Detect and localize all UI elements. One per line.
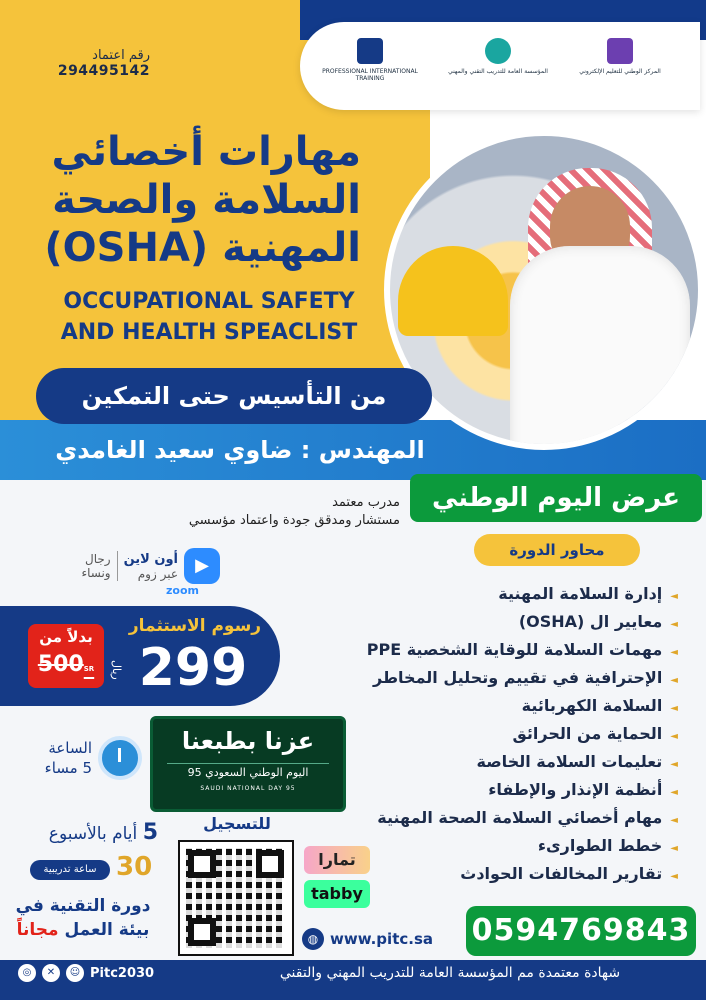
national-day-logo — [150, 716, 346, 812]
safety-helmet-icon — [398, 246, 508, 336]
pit-logo-icon — [357, 38, 383, 64]
trainer-line-1: مدرب معتمد — [332, 495, 400, 510]
arabic-title-line-2: السلامة والصحة — [52, 177, 361, 223]
pit-logo-text: PROFESSIONAL INTERNATIONAL TRAINING — [322, 68, 418, 83]
online-info — [40, 548, 220, 584]
arrow-icon: ◄ — [670, 731, 678, 742]
online-mode — [124, 552, 178, 581]
tvtc-logo-text: المؤسسة العامة للتدريب التقني والمهني — [448, 68, 548, 75]
audience-2: ونساء — [81, 566, 111, 580]
qr-eye-icon — [188, 918, 216, 946]
arrow-icon: ◄ — [670, 759, 678, 770]
hours-label: ساعة تدريبية — [30, 860, 110, 880]
english-title — [44, 286, 374, 348]
list-item — [290, 664, 678, 692]
arrow-icon: ◄ — [670, 815, 678, 826]
arrow-icon: ◄ — [670, 703, 678, 714]
days-number: 5 — [142, 820, 158, 845]
phone-number[interactable]: 0594769843 — [466, 906, 696, 956]
old-price-value: 500 — [37, 652, 84, 677]
topic-text: الحماية من الحرائق — [512, 724, 663, 743]
online-mode-2: عبر زوم — [137, 566, 178, 581]
price-currency: ريال — [110, 660, 123, 680]
time-value: 5 مساء — [44, 759, 92, 777]
hours-number: 30 — [116, 852, 153, 882]
divider — [117, 551, 118, 581]
qr-eye-icon — [256, 850, 284, 878]
topic-text: مهام أخصائي السلامة الصحة المهنية — [377, 808, 663, 827]
trainer-credentials — [110, 494, 400, 530]
arabic-title-line-3: المهنية (OSHA) — [44, 225, 361, 271]
list-item — [290, 580, 678, 608]
thobe-graphic — [510, 246, 690, 450]
topic-text: إدارة السلامة المهنية — [498, 584, 663, 603]
price-label: رسوم الاستثمار — [128, 616, 262, 636]
instagram-icon[interactable]: ◎ — [18, 964, 36, 982]
national-day-offer: عرض اليوم الوطني — [410, 474, 702, 522]
arrow-icon: ◄ — [670, 647, 678, 658]
trainer-line-2: مستشار ومدقق جودة واعتماد مؤسسي — [188, 513, 400, 528]
topic-text: السلامة الكهربائية — [521, 696, 663, 715]
days-text — [8, 820, 158, 845]
social-handle: Pitc2030 — [90, 965, 155, 981]
clock-icon — [98, 736, 142, 780]
free-line-2a: بيئة العمل — [64, 920, 150, 940]
english-title-line-1: OCCUPATIONAL SAFETY — [63, 289, 355, 314]
x-icon[interactable]: ✕ — [42, 964, 60, 982]
audience — [81, 552, 110, 580]
nelc-logo — [570, 38, 670, 75]
list-item — [290, 692, 678, 720]
old-price — [28, 650, 104, 684]
free-course — [8, 894, 158, 942]
tvtc-logo-icon — [485, 38, 511, 64]
globe-icon: ◍ — [302, 928, 324, 950]
days-info — [8, 820, 158, 845]
register-label: للتسجيل — [203, 814, 271, 833]
topic-text: تعليمات السلامة الخاصة — [476, 752, 663, 771]
qr-eye-icon — [188, 850, 216, 878]
arrow-icon: ◄ — [670, 787, 678, 798]
list-item — [290, 608, 678, 636]
arabic-title — [21, 128, 361, 272]
arabic-title-line-1: مهارات أخصائي — [51, 129, 361, 175]
free-line-1: دورة التقنية في — [15, 896, 151, 916]
nelc-logo-text: المركز الوطني للتعليم الإلكتروني — [579, 68, 661, 75]
topic-text: أنظمة الإنذار والإطفاء — [488, 780, 663, 799]
online-mode-1: أون لاين — [123, 551, 178, 567]
arrow-icon: ◄ — [670, 843, 678, 854]
topic-text: معايير ال (OSHA) — [518, 612, 663, 631]
list-item — [290, 776, 678, 804]
tagline: من التأسيس حتى التمكين — [36, 368, 432, 424]
free-highlight: مجاناً — [16, 920, 59, 940]
english-title-line-2: AND HEALTH SPEACLIST — [60, 320, 358, 345]
tvtc-logo — [448, 38, 548, 75]
audience-1: رجال — [84, 552, 111, 566]
time-label: الساعة — [48, 739, 92, 757]
list-item — [290, 804, 678, 832]
price-value: 299 — [138, 638, 248, 698]
nelc-logo-icon — [607, 38, 633, 64]
footer-text: شهادة معتمدة مم المؤسسة العامة للتدريب المهني والتقني — [279, 965, 621, 981]
arrow-icon: ◄ — [670, 871, 678, 882]
arrow-icon: ◄ — [670, 591, 678, 602]
course-axes-label: محاور الدورة — [474, 534, 640, 566]
topics-list — [290, 580, 678, 888]
accreditation-number: 294495142 — [57, 63, 150, 79]
engineer-name: المهندس : ضاوي سعيد الغامدي — [55, 436, 425, 464]
old-price-currency: SR — [83, 665, 95, 673]
arrow-icon: ◄ — [670, 675, 678, 686]
topic-text: مهمات السلامة للوقاية الشخصية PPE — [366, 640, 663, 659]
trainer-photo — [384, 130, 704, 450]
topic-text: خطط الطوارىء — [537, 836, 663, 855]
list-item — [290, 748, 678, 776]
tamara-badge: تمارا — [304, 846, 370, 874]
tabby-badge: tabby — [304, 880, 370, 908]
national-day-english: SAUDI NATIONAL DAY 95 — [200, 785, 296, 792]
website[interactable] — [302, 928, 433, 950]
old-price-badge — [28, 624, 104, 688]
zoom-icon: ▶ — [184, 548, 220, 584]
instead-label: بدلاً من — [39, 628, 93, 646]
topic-text: الإحترافية في تقييم وتحليل المخاطر — [373, 668, 663, 687]
days-label: أيام بالأسبوع — [48, 824, 138, 844]
accreditation-label: رقم اعتماد — [92, 48, 150, 63]
national-day-arabic: اليوم الوطني السعودي 95 — [167, 763, 329, 782]
zoom-label: zoom — [166, 584, 199, 597]
time-info — [6, 738, 92, 778]
pit-logo — [320, 38, 420, 82]
website-url: www.pitc.sa — [330, 930, 434, 948]
list-item — [290, 636, 678, 664]
social-links — [18, 964, 154, 982]
national-day-slogan: عزنا بطبعنا — [181, 727, 315, 755]
accreditation — [56, 48, 150, 79]
snapchat-icon[interactable]: ☺ — [66, 964, 84, 982]
free-line-2 — [8, 918, 158, 942]
arrow-icon: ◄ — [670, 619, 678, 630]
topic-text: تقارير المخالفات الحوادث — [460, 864, 663, 883]
list-item — [290, 720, 678, 748]
